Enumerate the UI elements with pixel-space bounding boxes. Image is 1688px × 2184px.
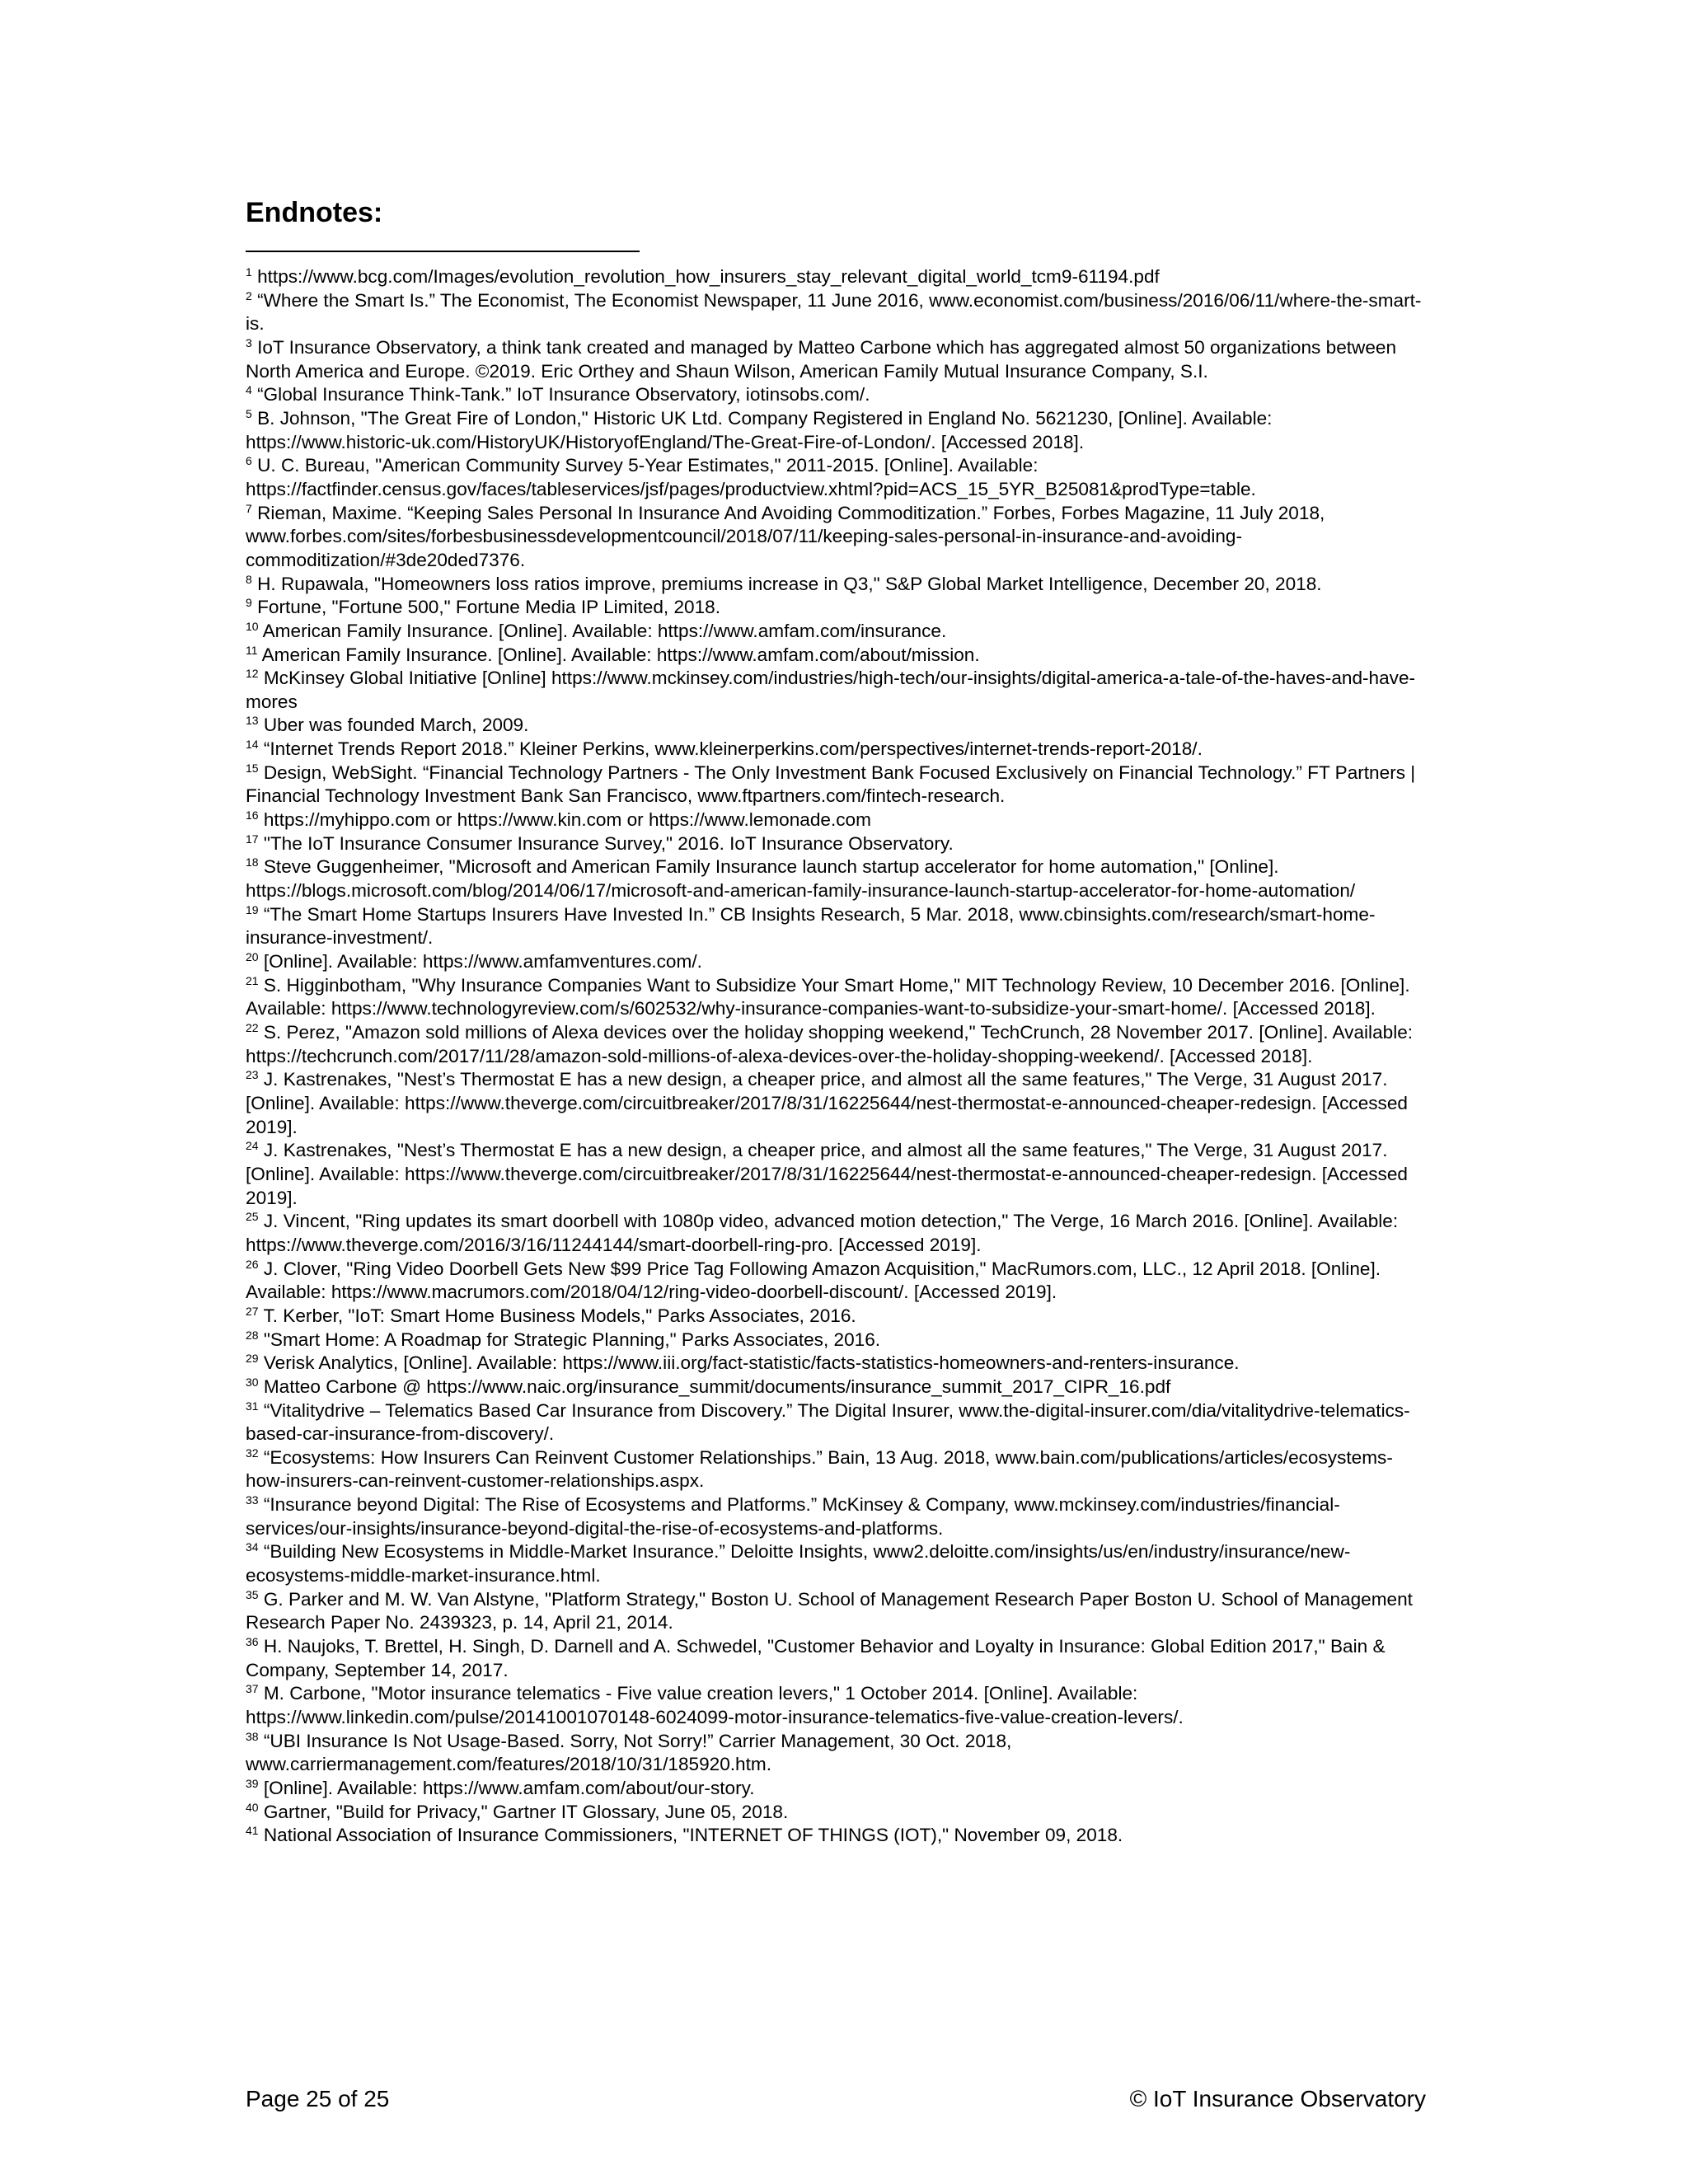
endnote-item <box>246 502 1424 573</box>
endnote-number: 17 <box>246 832 259 846</box>
endnote-item <box>246 644 1424 668</box>
endnote-number: 11 <box>246 643 258 657</box>
endnote-text: J. Kastrenakes, "Nest’s Thermostat E has a new design, a cheaper price, and almost all the same features," The Verge, 31 August 2017. [Online]. Available: https://www.theverge.com/circuitbreaker/2017/8/31/16225644/nest-thermostat-e-announced-cheaper-redesign. [Accessed 2019]. <box>246 1069 1408 1137</box>
endnote-number: 33 <box>246 1493 259 1507</box>
endnote-number: 32 <box>246 1446 259 1460</box>
page-number: Page 25 of 25 <box>246 2086 390 2111</box>
endnote-text: “UBI Insurance Is Not Usage-Based. Sorry, Not Sorry!” Carrier Management, 30 Oct. 2018, www.carriermanagement.com/features/2018/10/31/185920.htm. <box>246 1730 1012 1775</box>
endnote-text: Steve Guggenheimer, "Microsoft and American Family Insurance launch startup accelerator for home automation," [Online]. https://blogs.microsoft.com/blog/2014/06/17/microsoft-and-american-family-insurance-launch-startup-accelerator-for-home-automation/ <box>246 856 1356 902</box>
endnote-number: 8 <box>246 572 252 586</box>
copyright-notice: © IoT Insurance Observatory <box>1129 2086 1426 2111</box>
endnote-number: 6 <box>246 454 252 468</box>
endnote-item <box>246 950 1424 974</box>
endnote-text: "The IoT Insurance Consumer Insurance Survey," 2016. IoT Insurance Observatory. <box>258 832 954 854</box>
endnote-item <box>246 1376 1424 1399</box>
endnote-text: McKinsey Global Initiative [Online] https://www.mckinsey.com/industries/high-tech/our-insights/digital-america-a-tale-of-the-haves-and-have-mores <box>246 668 1416 712</box>
endnote-item <box>246 1777 1424 1801</box>
endnote-item <box>246 289 1424 336</box>
endnote-item <box>246 1682 1424 1729</box>
endnote-number: 10 <box>246 619 259 633</box>
endnote-item <box>246 1210 1424 1257</box>
endnote-text: H. Rupawala, "Homeowners loss ratios improve, premiums increase in Q3," S&P Global Market Intelligence, December 20, 2018. <box>251 573 1322 594</box>
endnote-number: 40 <box>246 1800 259 1814</box>
endnote-text: H. Naujoks, T. Brettel, H. Singh, D. Darnell and A. Schwedel, "Customer Behavior and Loyalty in Insurance: Global Edition 2017," Bain & Company, September 14, 2017. <box>246 1636 1386 1680</box>
endnote-text: G. Parker and M. W. Van Alstyne, "Platform Strategy," Boston U. School of Management Research Paper Boston U. School of Management Research Paper No. 2439323, p. 14, April 21, 2014. <box>246 1588 1413 1633</box>
endnote-number: 18 <box>246 855 259 869</box>
endnotes-list <box>246 265 1424 1848</box>
endnote-text: S. Perez, "Amazon sold millions of Alexa devices over the holiday shopping weekend," TechCrunch, 28 November 2017. [Online]. Available: https://techcrunch.com/2017/11/28/amazon-sold-millions-of-alexa-devices-over-the-holiday-shopping-weekend/. [Accessed 2018]. <box>246 1022 1414 1066</box>
endnote-item <box>246 738 1424 762</box>
endnote-text: https://myhippo.com or https://www.kin.com or https://www.lemonade.com <box>258 809 871 831</box>
endnote-text: “Where the Smart Is.” The Economist, The Economist Newspaper, 11 June 2016, www.economist.com/business/2016/06/11/where-the-smart-is. <box>246 289 1422 335</box>
endnote-number: 15 <box>246 761 259 775</box>
endnote-number: 3 <box>246 335 252 349</box>
endnote-number: 35 <box>246 1587 259 1601</box>
endnote-item <box>246 573 1424 597</box>
endnote-item <box>246 1493 1424 1540</box>
endnote-text: American Family Insurance. [Online]. Available: https://www.amfam.com/about/mission. <box>257 644 980 665</box>
endnote-number: 20 <box>246 950 259 964</box>
endnote-text: J. Vincent, "Ring updates its smart doorbell with 1080p video, advanced motion detection," The Verge, 16 March 2016. [Online]. Available: https://www.theverge.com/2016/3/16/11244144/smart-doorbell-ring-pro. [Accessed 2019]. <box>246 1211 1399 1255</box>
endnote-number: 5 <box>246 406 252 420</box>
endnote-number: 37 <box>246 1682 259 1696</box>
page-title: Endnotes: <box>246 197 383 228</box>
endnote-number: 39 <box>246 1777 259 1790</box>
endnote-text: B. Johnson, "The Great Fire of London," Historic UK Ltd. Company Registered in England No. 5621230, [Online]. Available: https://www.historic-uk.com/HistoryUK/HistoryofEngland/The-Great-Fire-of-London/. [Accessed 2018]. <box>246 407 1273 452</box>
endnote-text: U. C. Bureau, "American Community Survey 5-Year Estimates," 2011-2015. [Online]. Available: https://factfinder.census.gov/faces/tableservices/jsf/pages/productview.xhtml?pid=ACS_15_5YR_B25081&prodType=table. <box>246 455 1256 499</box>
endnote-number: 23 <box>246 1068 259 1082</box>
endnote-text: T. Kerber, "IoT: Smart Home Business Models," Parks Associates, 2016. <box>258 1305 856 1326</box>
endnote-item <box>246 1588 1424 1635</box>
endnote-text: https://www.bcg.com/Images/evolution_revolution_how_insurers_stay_relevant_digital_world_tcm9-61194.pdf <box>251 266 1160 287</box>
endnote-text: Gartner, "Build for Privacy," Gartner IT Glossary, June 05, 2018. <box>258 1801 789 1822</box>
endnote-item <box>246 808 1424 832</box>
endnote-text: Matteo Carbone @ https://www.naic.org/insurance_summit/documents/insurance_summit_2017_CIPR_16.pdf <box>258 1376 1171 1397</box>
endnote-text: IoT Insurance Observatory, a think tank created and managed by Matteo Carbone which has aggregated almost 50 organizations between North America and Europe. ©2019. Eric Orthey and Shaun Wilson, American Family Mutual Insurance Company, S.I. <box>246 336 1397 382</box>
endnote-item <box>246 1305 1424 1329</box>
endnote-number: 19 <box>246 902 259 916</box>
endnote-text: Verisk Analytics, [Online]. Available: https://www.iii.org/fact-statistic/facts-statistics-homeowners-and-renters-insurance. <box>258 1352 1240 1374</box>
endnote-item <box>246 1635 1424 1682</box>
endnote-number: 13 <box>246 714 259 728</box>
endnote-text: “Ecosystems: How Insurers Can Reinvent Customer Relationships.” Bain, 13 Aug. 2018, www.bain.com/publications/articles/ecosystems-how-insurers-can-reinvent-customer-relationships.aspx. <box>246 1446 1393 1492</box>
endnote-item <box>246 1801 1424 1825</box>
endnote-item <box>246 667 1424 714</box>
endnote-item <box>246 1021 1424 1068</box>
endnote-text: J. Clover, "Ring Video Doorbell Gets New $99 Price Tag Following Amazon Acquisition," MacRumors.com, LLC., 12 April 2018. [Online]. Available: https://www.macrumors.com/2018/04/12/ring-video-doorbell-discount/. [Accessed 2019]. <box>246 1258 1381 1303</box>
endnote-text: “Building New Ecosystems in Middle-Market Insurance.” Deloitte Insights, www2.deloitte.com/insights/us/en/industry/insurance/new-ecosystems-middle-market-insurance.html. <box>246 1541 1351 1586</box>
endnote-item <box>246 383 1424 407</box>
endnote-item <box>246 1730 1424 1777</box>
endnote-text: Rieman, Maxime. “Keeping Sales Personal In Insurance And Avoiding Commoditization.” Forbes, Forbes Magazine, 11 July 2018, www.forbes.com/sites/forbesbusinessdevelopmentcouncil/2018/07/11/keeping-sales-personal-in-insurance-and-avoiding-commoditization/#3de20ded7376. <box>246 502 1325 570</box>
endnote-item <box>246 974 1424 1021</box>
endnote-item <box>246 1258 1424 1305</box>
endnote-item <box>246 1824 1424 1848</box>
endnote-text: “Global Insurance Think-Tank.” IoT Insurance Observatory, iotinsobs.com/. <box>251 384 870 405</box>
endnote-text: “Insurance beyond Digital: The Rise of Ecosystems and Platforms.” McKinsey & Company, www.mckinsey.com/industries/financial-services/our-insights/insurance-beyond-digital-the-rise-of-ecosystems-and-platforms. <box>246 1494 1340 1539</box>
endnote-number: 24 <box>246 1139 259 1153</box>
endnote-number: 38 <box>246 1729 259 1743</box>
endnote-text: Design, WebSight. “Financial Technology Partners - The Only Investment Bank Focused Exclusively on Financial Technology.” FT Partners | Financial Technology Investment Bank San Francisco, www.ftpartners.com/fintech-research. <box>246 762 1416 807</box>
endnote-number: 25 <box>246 1210 259 1224</box>
endnote-item <box>246 596 1424 620</box>
endnote-item <box>246 855 1424 902</box>
endnote-text: “Vitalitydrive – Telematics Based Car Insurance from Discovery.” The Digital Insurer, www.the-digital-insurer.com/dia/vitalitydrive-telematics-based-car-insurance-from-discovery/. <box>246 1399 1410 1445</box>
endnote-item <box>246 1068 1424 1139</box>
endnote-text: "Smart Home: A Roadmap for Strategic Planning," Parks Associates, 2016. <box>258 1329 881 1350</box>
endnote-text: Fortune, "Fortune 500," Fortune Media IP Limited, 2018. <box>251 597 721 618</box>
endnote-text: M. Carbone, "Motor insurance telematics - Five value creation levers," 1 October 2014. [Online]. Available: https://www.linkedin.com/pulse/20141001070148-6024099-motor-insurance-telematics-five-value-creation-levers/. <box>246 1683 1184 1728</box>
endnote-text: J. Kastrenakes, "Nest’s Thermostat E has a new design, a cheaper price, and almost all the same features," The Verge, 31 August 2017. [Online]. Available: https://www.theverge.com/circuitbreaker/2017/8/31/16225644/nest-thermostat-e-announced-cheaper-redesign. [Accessed 2019]. <box>246 1140 1408 1208</box>
endnote-text: National Association of Insurance Commissioners, "INTERNET OF THINGS (IOT)," November 09, 2018. <box>258 1825 1123 1846</box>
endnote-number: 12 <box>246 667 259 681</box>
endnote-number: 34 <box>246 1540 259 1554</box>
footnote-separator <box>246 251 640 252</box>
endnote-text: [Online]. Available: https://www.amfamventures.com/. <box>258 951 702 972</box>
endnote-text: S. Higginbotham, "Why Insurance Companies Want to Subsidize Your Smart Home," MIT Technology Review, 10 December 2016. [Online]. Available: https://www.technologyreview.com/s/602532/why-insurance-companies-want-to-subsidize-your-smart-home/. [Accessed 2018]. <box>246 974 1410 1019</box>
endnote-text: Uber was founded March, 2009. <box>258 715 529 736</box>
endnote-item <box>246 903 1424 950</box>
endnote-item <box>246 454 1424 501</box>
endnote-number: 41 <box>246 1824 259 1838</box>
endnote-item <box>246 1399 1424 1446</box>
endnote-item <box>246 1139 1424 1210</box>
endnote-item <box>246 407 1424 454</box>
endnote-number: 4 <box>246 383 252 397</box>
endnote-number: 9 <box>246 596 252 610</box>
endnote-number: 31 <box>246 1399 259 1413</box>
endnote-item <box>246 265 1424 289</box>
endnote-number: 2 <box>246 288 252 302</box>
endnote-item <box>246 620 1424 644</box>
endnote-number: 29 <box>246 1352 259 1366</box>
endnote-item <box>246 762 1424 808</box>
endnote-item <box>246 1352 1424 1376</box>
endnote-number: 30 <box>246 1375 259 1389</box>
endnote-text: “The Smart Home Startups Insurers Have Invested In.” CB Insights Research, 5 Mar. 2018, www.cbinsights.com/research/smart-home-insurance-investment/. <box>246 903 1376 949</box>
endnote-item <box>246 714 1424 738</box>
endnote-number: 21 <box>246 973 259 987</box>
endnote-number: 28 <box>246 1328 259 1342</box>
endnote-item <box>246 336 1424 383</box>
endnote-item <box>246 1540 1424 1587</box>
endnote-number: 36 <box>246 1635 259 1649</box>
endnote-number: 22 <box>246 1021 259 1034</box>
endnote-item <box>246 832 1424 856</box>
endnote-text: [Online]. Available: https://www.amfam.com/about/our-story. <box>258 1778 755 1798</box>
endnote-number: 14 <box>246 738 259 752</box>
endnote-number: 1 <box>246 265 252 279</box>
endnote-number: 16 <box>246 808 259 823</box>
endnote-text: American Family Insurance. [Online]. Available: https://www.amfam.com/insurance. <box>258 620 947 641</box>
endnote-item <box>246 1446 1424 1493</box>
endnote-number: 26 <box>246 1257 259 1271</box>
endnote-number: 7 <box>246 501 252 515</box>
endnote-number: 27 <box>246 1304 259 1318</box>
endnote-item <box>246 1329 1424 1352</box>
endnote-text: “Internet Trends Report 2018.” Kleiner Perkins, www.kleinerperkins.com/perspectives/internet-trends-report-2018/. <box>258 738 1203 760</box>
